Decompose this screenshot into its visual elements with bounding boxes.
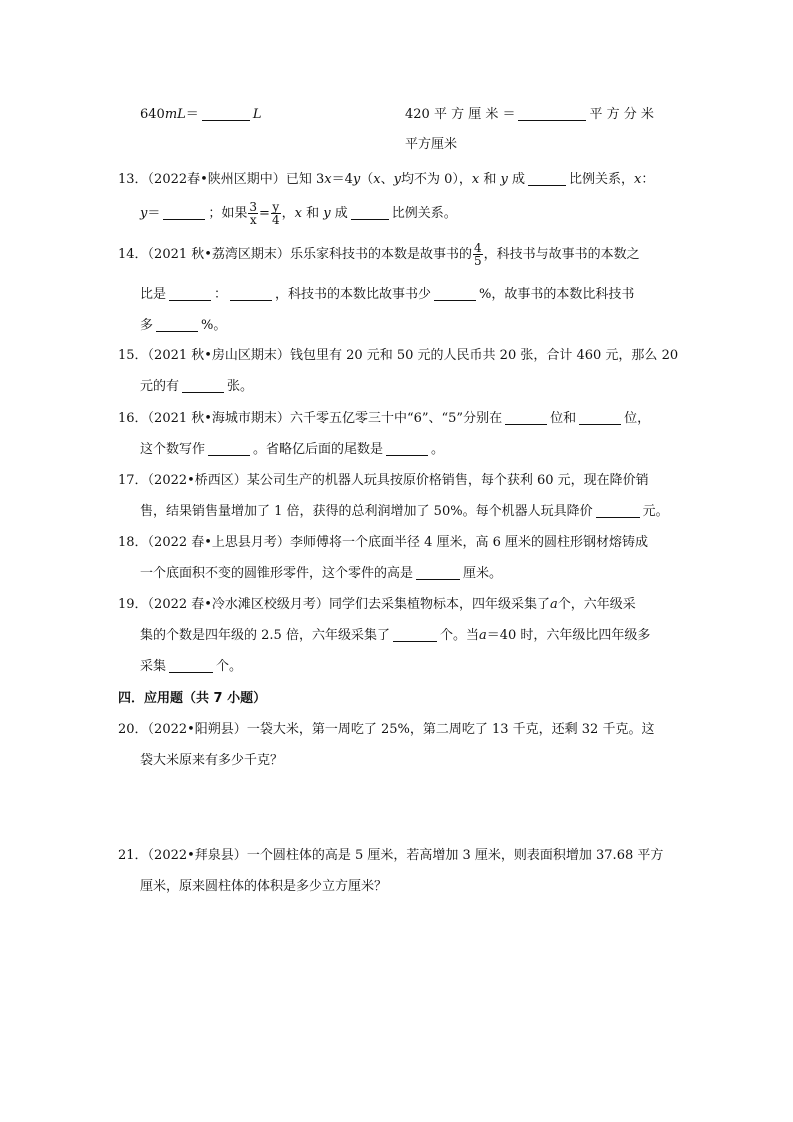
answer-blank[interactable] <box>230 286 272 301</box>
q21-line1: 21．（2022•拜泉县）一个圆柱体的高是 5 厘米，若高增加 3 厘米，则表面积增加 37.68 平方 <box>118 848 664 863</box>
q14-line2: 比是 ： ，科技书的本数比故事书少 %，故事书的本数比科技书 <box>140 287 635 302</box>
answer-blank[interactable] <box>169 658 213 673</box>
answer-blank[interactable] <box>208 441 250 456</box>
fraction: $\frac{3}{x}$ <box>249 200 258 227</box>
answer-blank[interactable] <box>393 627 437 642</box>
fraction: $\frac{4}{5}$ <box>473 241 482 268</box>
fraction: $\frac{y}{4}$ <box>271 200 280 227</box>
answer-blank[interactable] <box>434 286 476 301</box>
q18-line1: 18．（2022 春•上思县月考）李师傅将一个底面半径 4 厘米，高 6 厘米的圆柱形钢材熔铸成 <box>118 535 649 550</box>
q12-right-line2: 平方厘米 <box>405 137 458 152</box>
q20-line1: 20．（2022•阳朔县）一袋大米，第一周吃了 25%，第二周吃了 13 千克，还剩 32 千克。这 <box>118 722 655 737</box>
q17-line1: 17．（2022•桥西区）某公司生产的机器人玩具按原价格销售，每个获利 60 元，现在降价销 <box>118 473 649 488</box>
q16-line2: 这个数写作 。省略亿后面的尾数是 。 <box>140 442 445 457</box>
answer-blank[interactable] <box>351 205 389 220</box>
q19-line2: 集的个数是四年级的 2.5 倍，六年级采集了 个。当a＝40 时，六年级比四年级多 <box>140 628 651 643</box>
answer-blank[interactable] <box>505 410 547 425</box>
answer-blank[interactable] <box>596 503 640 518</box>
section-heading: 四．应用题（共 7 小题） <box>118 691 267 706</box>
q13-line1: 13．（2022春•陕州区期中）已知 3x＝4y（x、y均不为 0），x 和 y 成 比例关系，x： <box>118 172 655 187</box>
answer-blank[interactable] <box>202 106 250 121</box>
q15-line1: 15．（2021 秋•房山区期末）钱包里有 20 元和 50 元的人民币共 20 张，合计 460 元，那么 20 <box>118 348 679 363</box>
answer-blank[interactable] <box>416 565 460 580</box>
answer-blank[interactable] <box>579 410 621 425</box>
q19-line3: 采集 个。 <box>140 659 243 674</box>
q17-line2: 售，结果销售量增加了 1 倍，获得的总利润增加了 50%。每个机器人玩具降价 元。 <box>140 504 669 519</box>
answer-blank[interactable] <box>182 378 224 393</box>
q20-line2: 袋大米原来有多少千克？ <box>140 753 284 768</box>
q14-line1: 14．（2021 秋•荔湾区期末）乐乐家科技书的本数是故事书的 $\frac{4}{5}$ ，科技书与故事书的本数之 <box>118 241 640 268</box>
answer-blank[interactable] <box>386 441 428 456</box>
answer-blank[interactable] <box>156 317 198 332</box>
q12-right-conversion: 420 平 方 厘 米 ＝ 平 方 分 米 <box>405 107 654 122</box>
answer-blank[interactable] <box>528 171 566 186</box>
q14-line3: 多 %。 <box>140 318 227 333</box>
q12-left-conversion: 640mL＝ L <box>140 107 262 122</box>
answer-blank[interactable] <box>163 205 205 220</box>
q18-line2: 一个底面积不变的圆锥形零件，这个零件的高是 厘米。 <box>140 566 503 581</box>
answer-blank[interactable] <box>518 106 586 121</box>
q13-line2: y＝ ；如果 $\frac{3}{x}$ = $\frac{y}{4}$ ，x 和 y 成 比例关系。 <box>140 200 457 227</box>
answer-blank[interactable] <box>169 286 211 301</box>
q15-line2: 元的有 张。 <box>140 379 254 394</box>
q16-line1: 16．（2021 秋•海城市期末）六千零五亿零三十中“6”、“5”分别在 位和 位， <box>118 411 651 426</box>
q21-line2: 厘米，原来圆柱体的体积是多少立方厘米？ <box>140 879 388 894</box>
q19-line1: 19．（2022 春•冷水滩区校级月考）同学们去采集植物标本，四年级采集了a个，六年级采 <box>118 597 636 612</box>
